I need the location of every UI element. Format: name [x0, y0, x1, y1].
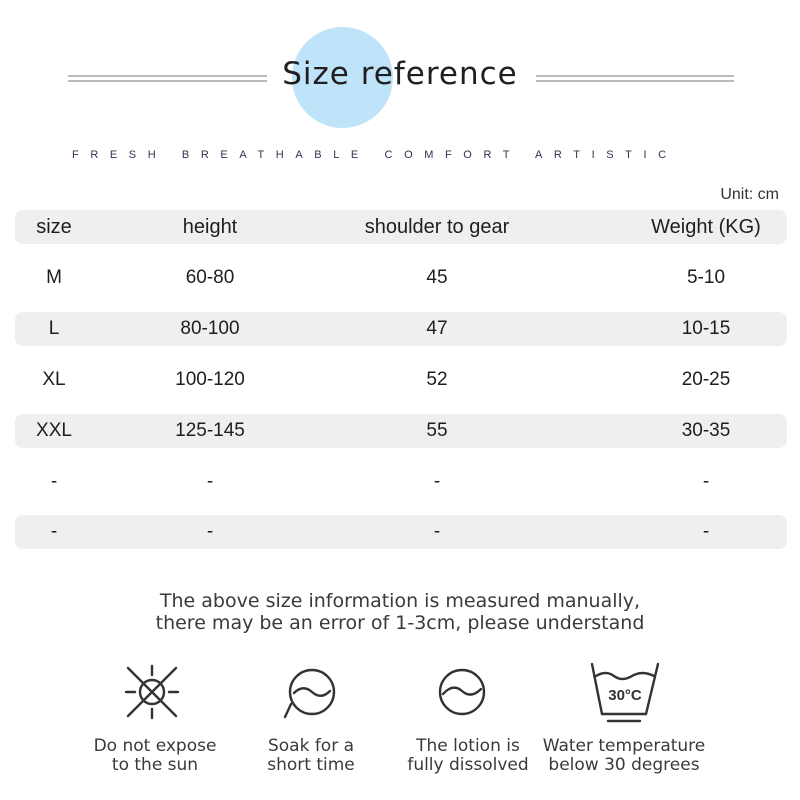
table-cell: L: [48, 318, 60, 339]
note-line-1: The above size information is measured manually,: [159, 590, 641, 612]
table-cell: 60-80: [185, 267, 235, 288]
column-header-weight: Weight (KG): [651, 216, 761, 238]
wash-30-icon: [588, 658, 662, 726]
table-cell: 30-35: [681, 420, 731, 441]
table-cell: M: [46, 267, 62, 288]
table-cell: -: [206, 471, 214, 492]
table-cell: XL: [42, 369, 66, 390]
table-cell: 125-145: [175, 420, 245, 441]
table-row: [15, 465, 787, 499]
page-title: Size reference: [282, 56, 518, 92]
care-label-line: Soak for a: [267, 736, 355, 756]
table-cell: -: [206, 521, 214, 542]
table-cell: -: [50, 521, 58, 542]
column-header-shoulder: shoulder to gear: [364, 216, 510, 238]
column-header-size: size: [36, 216, 72, 238]
unit-label: Unit: cm: [720, 186, 779, 203]
table-cell: 5-10: [686, 267, 726, 288]
care-label-lotion: [383, 737, 553, 775]
care-label-line: Do not expose: [93, 736, 217, 756]
care-label-soak: [226, 737, 396, 775]
care-label-water-temp: [532, 737, 716, 775]
table-cell: 20-25: [681, 369, 731, 390]
measurement-note: [0, 590, 800, 634]
table-cell: XXL: [36, 420, 72, 441]
care-label-line: The lotion is: [416, 736, 520, 756]
care-label-line: to the sun: [111, 755, 199, 775]
table-cell: 10-15: [681, 318, 731, 339]
table-cell: -: [433, 471, 441, 492]
table-cell: 100-120: [175, 369, 245, 390]
table-cell: 47: [426, 318, 448, 339]
table-cell: 55: [426, 420, 448, 441]
table-cell: -: [433, 521, 441, 542]
table-row: [15, 312, 787, 346]
table-cell: -: [702, 521, 710, 542]
care-label-line: short time: [267, 755, 355, 775]
table-cell: 45: [426, 267, 448, 288]
care-label-line: Water temperature: [542, 736, 706, 756]
table-cell: -: [702, 471, 710, 492]
table-row: [15, 515, 787, 549]
table-row: [15, 363, 787, 397]
table-row: [15, 414, 787, 448]
tagline: FRESH BREATHABLE COMFORT ARTISTIC: [72, 149, 678, 161]
no-sun-icon: [122, 662, 182, 722]
care-label-line: fully dissolved: [407, 755, 529, 775]
care-label-no-sun: [70, 737, 240, 775]
table-cell: 80-100: [180, 318, 240, 339]
care-label-line: below 30 degrees: [548, 755, 700, 775]
column-header-height: height: [182, 216, 238, 238]
note-line-2: there may be an error of 1-3cm, please understand: [155, 612, 645, 634]
lotion-dissolved-icon: [434, 662, 490, 718]
table-cell: 52: [426, 369, 448, 390]
table-cell: -: [50, 471, 58, 492]
wash-temperature-label: 30°C: [608, 687, 642, 704]
table-header-row: [15, 210, 787, 244]
table-row: [15, 261, 787, 295]
soak-icon: [281, 662, 341, 724]
